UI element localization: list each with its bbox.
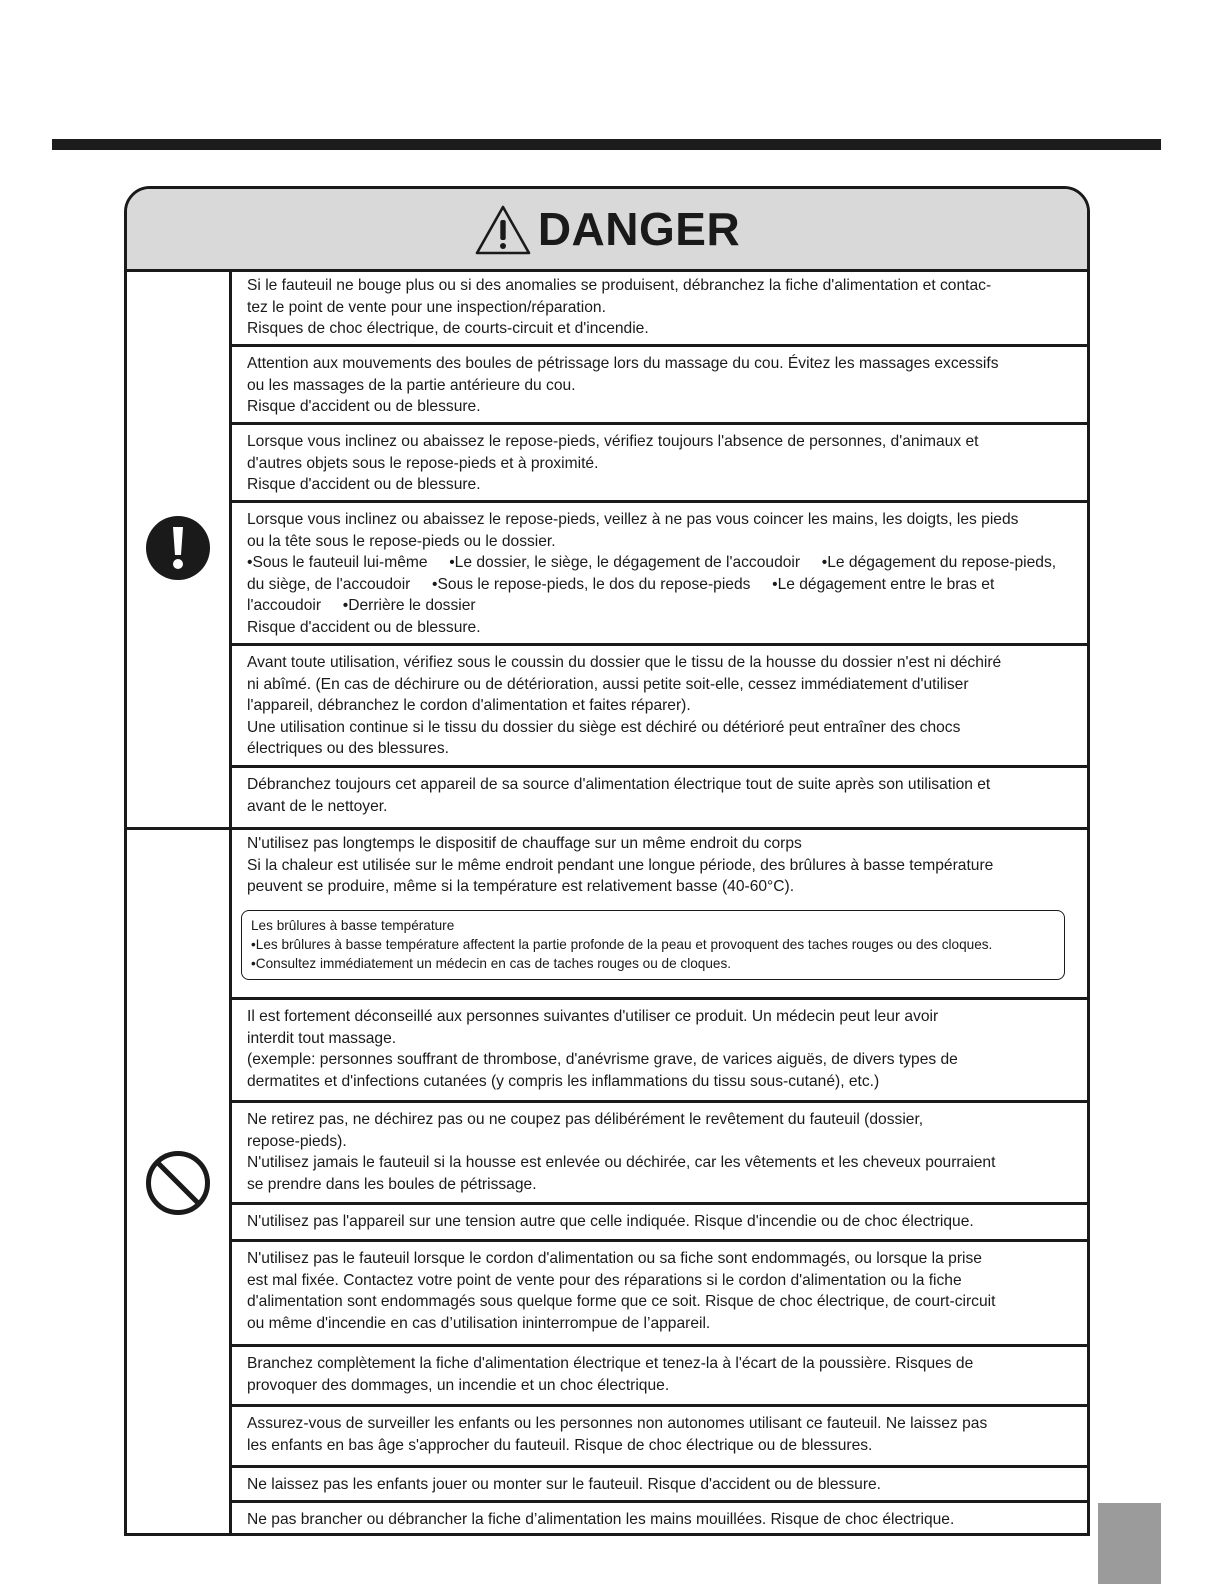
list-item [232, 1205, 1087, 1242]
list-item [232, 646, 1087, 768]
prohibited-group [127, 827, 1087, 1536]
row-text: ou la tête sous le repose-pieds ou le dossier. [247, 532, 556, 550]
row-text: électriques ou des blessures. [247, 740, 449, 758]
row-text: tez le point de vente pour une inspection/réparation. [247, 298, 606, 316]
row-text: Si la chaleur est utilisée sur le même endroit pendant une longue période, des brûlures à basse température [247, 856, 994, 874]
warning-triangle-icon [474, 204, 532, 256]
row-text: Ne laissez pas les enfants jouer ou monter sur le fauteuil. Risque d'accident ou de blessure. [247, 1476, 882, 1493]
list-item [232, 347, 1087, 425]
row-text: Risque d'accident ou de blessure. [247, 618, 481, 636]
list-item [232, 1503, 1087, 1536]
exclamation-circle-icon [145, 515, 211, 581]
row-text: l'appareil, débranchez le cordon d'alimentation et faites réparer). [247, 697, 691, 715]
mandatory-rows [232, 269, 1087, 827]
row-text: Ne pas brancher ou débrancher la fiche d’alimentation les mains mouillées. Risque de choc électrique. [247, 1511, 955, 1528]
row-text: les enfants en bas âge s'approcher du fauteuil. Risque de choc électrique ou de blessures. [247, 1436, 873, 1454]
row-text: Lorsque vous inclinez ou abaissez le repose-pieds, veillez à ne pas vous coincer les mains, les doigts, les pieds [247, 511, 1019, 528]
list-item [232, 1407, 1087, 1468]
row-text: Si le fauteuil ne bouge plus ou si des anomalies se produisent, débranchez la fiche d'alimentation et contac- [247, 277, 992, 294]
list-item [232, 269, 1087, 347]
note-item: •Les brûlures à basse température affectent la partie profonde de la peau et provoquent des taches rouges ou des cloques. [251, 936, 993, 952]
danger-panel [124, 186, 1090, 1536]
bullet-item: •Le dégagement du repose-pieds, du siège, de l'accoudoir [247, 554, 1057, 593]
mandatory-group [127, 269, 1087, 830]
row-text: Risque d'accident ou de blessure. [247, 476, 481, 494]
mandatory-icon-cell [127, 269, 232, 827]
row-text: Attention aux mouvements des boules de pétrissage lors du massage du cou. Évitez les massages excessifs [247, 355, 999, 372]
note-item: •Consultez immédiatement un médecin en cas de taches rouges ou de cloques. [251, 955, 732, 971]
bullet-item: •Le dossier, le siège, le dégagement de l'accoudoir [449, 554, 801, 572]
row-text: Une utilisation continue si le tissu du dossier du siège est déchiré ou détérioré peut entraîner des chocs [247, 718, 961, 736]
row-text: Risque d'accident ou de blessure. [247, 398, 481, 416]
top-rule [52, 139, 1161, 150]
row-text: Ne retirez pas, ne déchirez pas ou ne coupez pas délibérément le revêtement du fauteuil (dossier, [247, 1111, 924, 1128]
bullet-item: •Sous le fauteuil lui-même [247, 554, 428, 572]
danger-header [127, 189, 1087, 272]
list-item [232, 1103, 1087, 1205]
list-item [232, 1468, 1087, 1503]
row-text: d'autres objets sous le repose-pieds et à proximité. [247, 454, 599, 472]
note-title: Les brûlures à basse température [251, 917, 455, 933]
bullet-item: •Le dégagement entre le bras et l'accoudoir [247, 575, 995, 615]
row-text: avant de le nettoyer. [247, 797, 388, 815]
list-item [232, 503, 1087, 646]
row-text: (exemple: personnes souffrant de thrombose, d'anévrisme grave, de varices aiguës, de divers types de [247, 1051, 958, 1069]
list-item [232, 1242, 1087, 1347]
row-text: Débranchez toujours cet appareil de sa source d'alimentation électrique tout de suite après son utilisation et [247, 776, 991, 793]
row-text: est mal fixée. Contactez votre point de vente pour des réparations si le cordon d'alimentation ou la fiche [247, 1271, 962, 1289]
list-item [232, 768, 1087, 824]
row-text: Assurez-vous de surveiller les enfants ou les personnes non autonomes utilisant ce fauteuil. Ne laissez pas [247, 1415, 988, 1432]
row-text: N'utilisez pas l'appareil sur une tension autre que celle indiquée. Risque d'incendie ou de choc électrique. [247, 1213, 974, 1230]
row-text: peuvent se produire, même si la température est relativement basse (40-60°C). [247, 878, 795, 896]
row-text: se prendre dans les boules de pétrissage. [247, 1175, 537, 1193]
page-tab-marker [1098, 1503, 1161, 1584]
row-text: N'utilisez pas longtemps le dispositif de chauffage sur un même endroit du corps [247, 835, 802, 852]
row-text: repose-pieds). [247, 1132, 347, 1150]
row-text: Lorsque vous inclinez ou abaissez le repose-pieds, vérifiez toujours l'absence de personnes, d'animaux et [247, 433, 979, 450]
bullet-line [247, 552, 1073, 617]
row-text: d'alimentation sont endommagés sous quelque forme que ce soit. Risque de choc électrique, de court-circuit [247, 1293, 996, 1311]
row-text: Il est fortement déconseillé aux personnes suivantes d'utiliser ce produit. Un médecin peut leur avoir [247, 1008, 939, 1025]
bullet-item: •Derrière le dossier [342, 597, 476, 615]
row-text: interdit tout massage. [247, 1029, 397, 1047]
low-temperature-burn-note [241, 910, 1065, 980]
bullet-item: •Sous le repose-pieds, le dos du repose-pieds [432, 575, 751, 593]
row-text: dermatites et d'infections cutanées (y compris les inflammations du tissu sous-cutané), etc.) [247, 1072, 880, 1090]
row-text: ou les massages de la partie antérieure du cou. [247, 376, 576, 394]
list-item [232, 425, 1087, 503]
list-item [232, 1347, 1087, 1407]
prohibition-icon [145, 1150, 211, 1216]
row-text: N'utilisez jamais le fauteuil si la housse est enlevée ou déchirée, car les vêtements et les cheveux pourraient [247, 1154, 996, 1172]
row-text: ni abîmé. (En cas de déchirure ou de détérioration, aussi petite soit-elle, cessez immédiatement d'utiliser [247, 675, 969, 693]
row-text: ou même d'incendie en cas d’utilisation ininterrompue de l’appareil. [247, 1314, 711, 1332]
list-item [232, 827, 1087, 1000]
row-text: Risques de choc électrique, de courts-circuit et d'incendie. [247, 320, 649, 338]
danger-title: DANGER [537, 203, 741, 255]
prohibited-icon-cell [127, 827, 232, 1536]
row-text: Avant toute utilisation, vérifiez sous le coussin du dossier que le tissu de la housse du dossier n'est ni déchiré [247, 654, 1002, 671]
row-text: N'utilisez pas le fauteuil lorsque le cordon d'alimentation ou sa fiche sont endommagés, ou lorsque la prise [247, 1250, 982, 1267]
row-text: Branchez complètement la fiche d'alimentation électrique et tenez-la à l'écart de la poussière. Risques de [247, 1355, 974, 1372]
list-item [232, 1000, 1087, 1103]
prohibited-rows [232, 827, 1087, 1536]
row-text: provoquer des dommages, un incendie et un choc électrique. [247, 1376, 670, 1394]
